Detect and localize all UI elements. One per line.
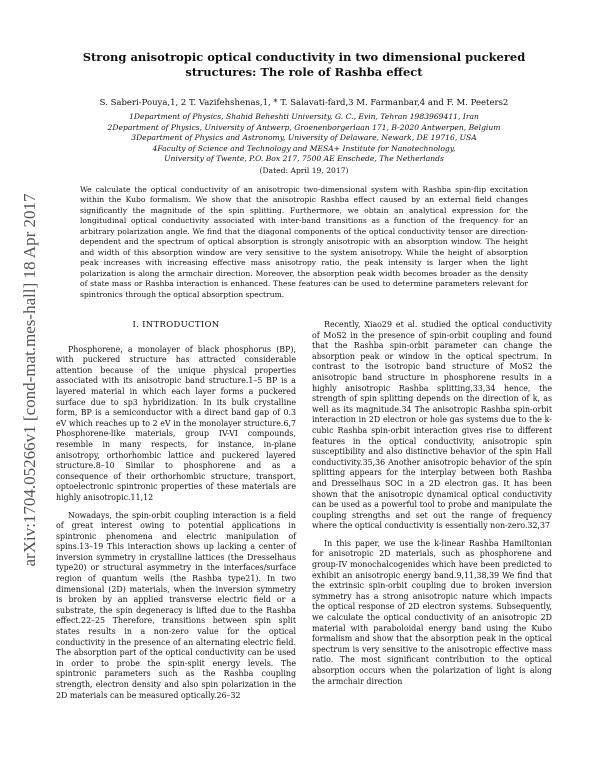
- paragraph: Nowadays, the spin-orbit coupling interaction is a field of great interest owing to potential applications in spintronic phenomena and electric manipulation of spins.13–19 This interaction shows up lacking a center of inversion symmetry in crystalline lattices (the Dresselhaus type20) or structural asymmetry in the interfaces/surface region of quantum wells (the Rashba type21). In two dimensional (2D) materials, when the inversion symmetry is broken by an applied transverse electric field or a substrate, the spin degeneracy is lifted due to the Rashba effect.22–25 Therefore, transitions between spin split states results in a non-zero value for the optical conductivity in the presence of an alternating electric field. The absorption part of the optical conductivity can be used in order to probe the spin-split energy levels. The spintronic parameters such as the Rashba coupling strength, electron density and also spin polarization in the 2D materials can be measured optically.26–32: [56, 510, 296, 700]
- paragraph: Phosphorene, a monolayer of black phosphorus (BP), with puckered structure has attracted considerable attention because of the unique physical properties associated with its anisotropic band structure.1–5 BP is a layered material in which each layer forms a puckered surface due to sp3 hybridization. In its bulk crystalline form, BP is a semiconductor with a direct band gap of 0.3 eV which reaches up to 2 eV in the monolayer structure.6,7 Phosphorene-like materials, group IV-VI compounds, resemble in many respects, for instance, in-plane anisotropy, orthorhombic lattice and puckered layered structure.8–10 Similar to phosphorene and as a consequence of their orthorhombic structure, transport, optoelectronic spintronic properties of these materials are highly anisotropic.11,12: [56, 344, 296, 502]
- author-list: S. Saberi-Pouya,1, 2 T. Vazifehshenas,1, * T. Salavati-fard,3 M. Farmanbar,4 and F. M. Peeters2: [99, 98, 509, 108]
- left-column: [56, 320, 296, 701]
- arxiv-id: arXiv:1704.05266v1 [cond-mat.mes-hall] 18 Apr 2017: [20, 193, 39, 567]
- affiliation-2: 2Department of Physics, University of Antwerp, Groenenborgerlaan 171, B-2020 Antwerpen, Belgium: [107, 122, 501, 132]
- body-columns: [56, 320, 552, 701]
- affiliation-1: 1Department of Physics, Shahid Beheshti University, G. C., Evin, Tehran 1983969411, Iran: [129, 112, 479, 121]
- arxiv-stamp: [16, 120, 44, 640]
- affiliation-4-cont: University of Twente, P.O. Box 217, 7500 AE Enschede, The Netherlands: [164, 154, 444, 163]
- affiliation-4: 4Faculty of Science and Technology and MESA+ Institute for Nanotechnology,: [152, 143, 456, 153]
- date-line: (Dated: April 19, 2017): [259, 165, 349, 175]
- affiliation-3: 3Department of Physics and Astronomy, University of Delaware, Newark, DE 19716, USA: [131, 133, 477, 142]
- paragraph: In this paper, we use the k-linear Rashba Hamiltonian for anisotropic 2D materials, such as phosphorene and group-IV monochalcogenides which have been predicted to exhibit an anisotropic energy band.9,11,38,39 We find that the extrinsic spin-orbit coupling due to broken inversion symmetry has a strong anisotropic nature which impacts the optical response of 2D electron systems. Subsequently, we calculate the optical conductivity of an anisotropic 2D material with paraboloidal energy band using the Kubo formalism and show that the absorption peak in the optical spectrum is very sensitive to the anisotropic effective mass ratio. The most significant contribution to the optical absorption occurs when the polarization of light is along the armchair direction: [312, 538, 552, 686]
- section-heading: I. INTRODUCTION: [132, 320, 220, 330]
- right-column: [312, 320, 552, 701]
- paper-title: Strong anisotropic optical conductivity in two dimensional puckered structures: The role of Rashba effect: [82, 50, 526, 79]
- paragraph: Recently, Xiao29 et al. studied the optical conductivity of MoS2 in the presence of spin-orbit coupling and found that the Rashba spin-orbit parameter can change the absorption peak or window in the optical spectrum. In contrast to the isotropic band structure of MoS2 the anisotropic band structure in phosphorene results in a highly anisotropic Rashba splitting,33,34 hence, the strength of spin splitting depends on the direction of k, as well as its magnitude.34 The anisotropic Rashba spin-orbit interaction in 2D electron or hole gas systems due to the k-cubic Rashba spin-orbit interaction gives rise to different features in the optical conductivity, anisotropic spin susceptibility and also distinctive behavior of the spin Hall conductivity.35,36 Another anisotropic behavior of the spin splitting appears for the interplay between both Rashba and Dresselhaus SOC in a 2D electron gas. It has been shown that the anisotropic dynamical optical conductivity can be used as a powerful tool to probe and manipulate the coupling strengths and set out the range of frequency where the optical conductivity is essentially non-zero.32,37: [312, 320, 552, 531]
- affiliations: [56, 112, 552, 165]
- abstract: We calculate the optical conductivity of an anisotropic two-dimensional system with Rashba spin-flip excitation within the Kubo formalism. We show that the anisotropic Rashba effect caused by an external field changes significantly the magnitude of the spin splitting. Furthermore, we obtain an analytical expression for the longitudinal optical conductivity associated with inter-band transitions as a function of the frequency for an arbitrary polarization angle. We find that the diagonal components of the optical conductivity tensor are direction-dependent and the spectrum of optical absorption is strongly anisotropic with an absorption window. The height and width of this absorption window are very sensitive to the system anisotropy. While the height of absorption peak increases with increasing effective mass anisotropy ratio, the peak intensity is larger when the light polarization is along the armchair direction. Moreover, the absorption peak width becomes broader as the density of state mass or Rashba interaction is enhanced. These features can be used to determine parameters relevant for spintronics through the optical absorption spectrum.: [80, 184, 528, 299]
- paper-page: [56, 50, 552, 701]
